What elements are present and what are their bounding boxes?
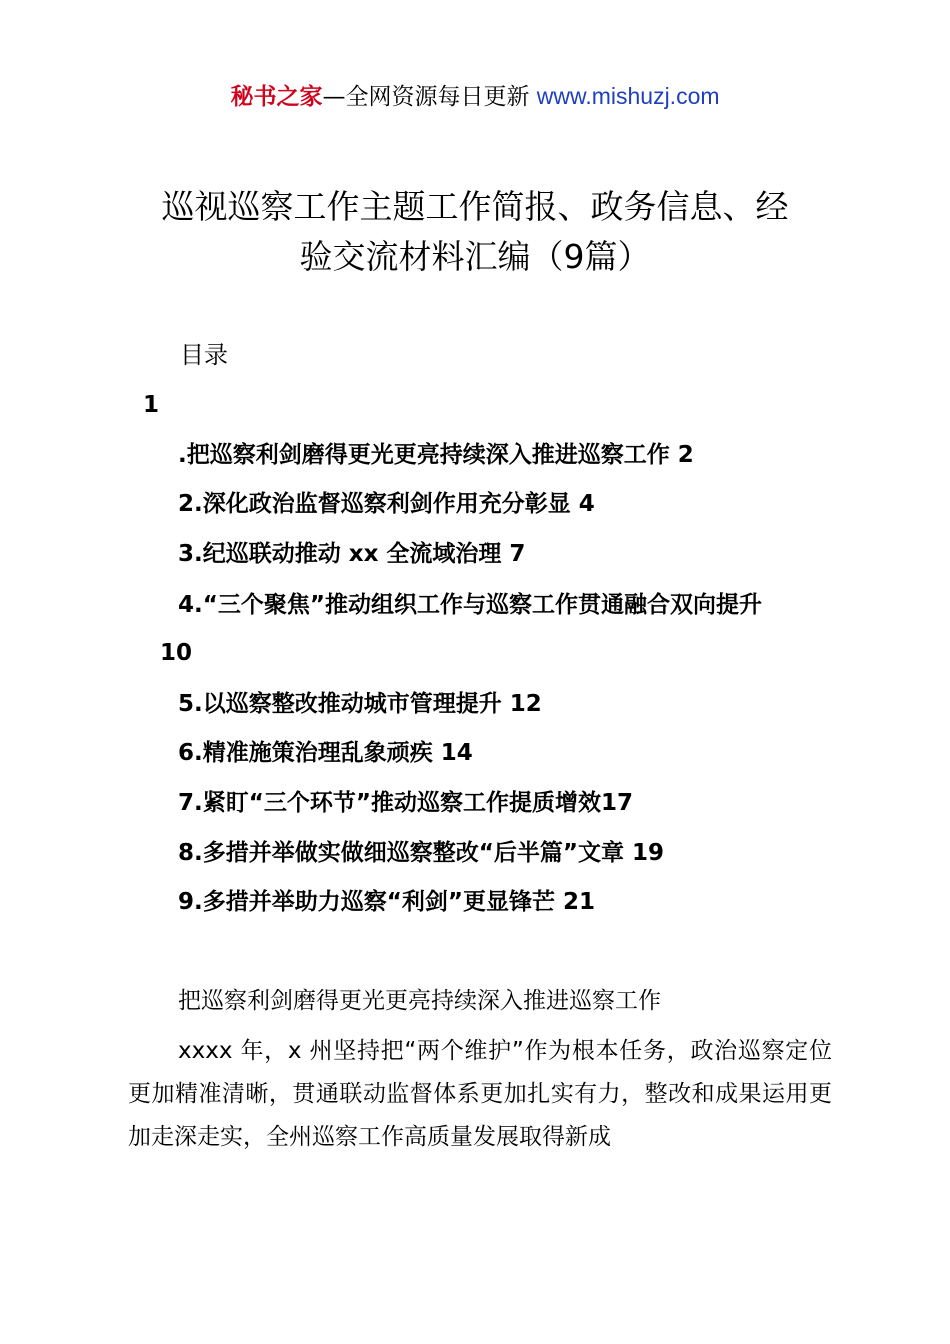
toc-entry-5[interactable]: 5.以巡察整改推动城市管理提升 12: [178, 691, 542, 717]
title-line-2: 验交流材料汇编（9篇）: [299, 237, 651, 276]
toc-entry-3[interactable]: 3.纪巡联动推动 xx 全流域治理 7: [178, 541, 526, 567]
toc-entry-6[interactable]: 6.精准施策治理乱象顽疾 14: [178, 740, 473, 766]
brand-name: 秘书之家: [230, 84, 323, 110]
site-url[interactable]: www.mishuzj.com: [536, 83, 720, 109]
toc-entry-4-page: 10: [160, 640, 193, 666]
title-line-1: 巡视巡察工作主题工作简报、政务信息、经: [161, 187, 789, 226]
toc-entry-8[interactable]: 8.多措并举做实做细巡察整改“后半篇”文章 19: [178, 840, 664, 866]
document-title: [100, 182, 850, 282]
toc-stray-number: 1: [143, 392, 160, 418]
toc-entry-7[interactable]: 7.紧盯“三个环节”推动巡察工作提质增效17: [178, 790, 633, 816]
section-title: 把巡察利剑磨得更光更亮持续深入推进巡察工作: [178, 988, 661, 1014]
header-tagline: —全网资源每日更新: [322, 84, 537, 110]
toc-entry-4[interactable]: 4.“三个聚焦”推动组织工作与巡察工作贯通融合双向提升: [178, 592, 762, 618]
toc-entry-9[interactable]: 9.多措并举助力巡察“利剑”更显锋芒 21: [178, 889, 595, 915]
toc-heading: 目录: [180, 341, 228, 369]
toc-entry-1[interactable]: .把巡察利剑磨得更光更亮持续深入推进巡察工作 2: [178, 442, 694, 468]
section-paragraph: xxxx 年，x 州坚持把“两个维护”作为根本任务，政治巡察定位更加精准清晰，贯通联动监督体系更加扎实有力，整改和成果运用更加走深走实，全州巡察工作高质量发展取得新成: [128, 1038, 832, 1150]
site-header: [0, 80, 950, 113]
toc-entry-2[interactable]: 2.深化政治监督巡察利剑作用充分彰显 4: [178, 491, 595, 517]
